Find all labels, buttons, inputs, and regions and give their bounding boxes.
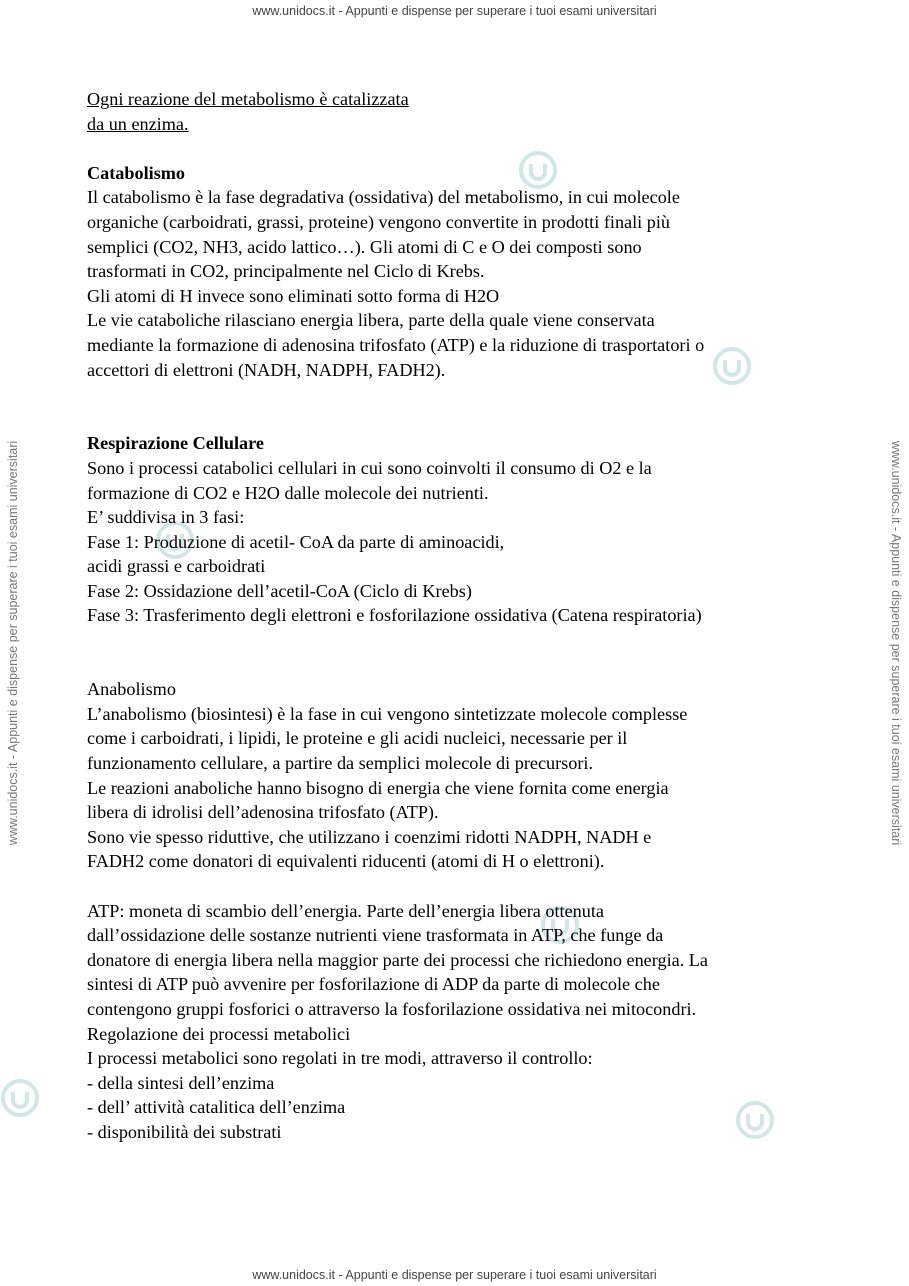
list-item: - disponibilità dei substrati: [87, 1121, 282, 1142]
paragraph-line: accettori di elettroni (NADH, NADPH, FADH2).: [87, 359, 446, 380]
paragraph-line: formazione di CO2 e H2O dalle molecole dei nutrienti.: [87, 482, 489, 503]
paragraph-line: ATP: moneta di scambio dell’energia. Parte dell’energia libera ottenuta: [87, 900, 604, 921]
paragraph-line: FADH2 come donatori di equivalenti riducenti (atomi di H o elettroni).: [87, 851, 605, 872]
paragraph-line: contengono gruppi fosforici o attraverso la fosforilazione ossidativa nei mitocondri.: [87, 998, 697, 1019]
watermark-banner-top: www.unidocs.it - Appunti e dispense per superare i tuoi esami universitari: [252, 4, 657, 18]
paragraph-line: funzionamento cellulare, a partire da semplici molecole di precursori.: [87, 753, 594, 774]
paragraph-line: E’ suddivisa in 3 fasi:: [87, 507, 245, 528]
paragraph-line: Gli atomi di H invece sono eliminati sotto forma di H2O: [87, 285, 500, 306]
subheading-regolazione: Regolazione dei processi metabolici: [87, 1023, 351, 1044]
paragraph-line: Fase 3: Trasferimento degli elettroni e fosforilazione ossidativa (Catena respiratoria): [87, 605, 702, 626]
section-heading-anabolismo: Anabolismo: [87, 679, 176, 700]
section-heading-respirazione: Respirazione Cellulare: [87, 433, 264, 454]
paragraph-line: semplici (CO2, NH3, acido lattico…). Gli atomi di C e O dei composti sono: [87, 236, 642, 257]
paragraph-line: Sono i processi catabolici cellulari in cui sono coinvolti il consumo di O2 e la: [87, 457, 652, 478]
paragraph-line: sintesi di ATP può avvenire per fosforilazione di ADP da parte di molecole che: [87, 974, 660, 995]
list-item: - della sintesi dell’enzima: [87, 1072, 275, 1093]
paragraph-line: Fase 1: Produzione di acetil- CoA da parte di aminoacidi,: [87, 531, 505, 552]
paragraph-line: donatore di energia libera nella maggior parte dei processi che richiedono energia. La: [87, 949, 708, 970]
paragraph-line: come i carboidrati, i lipidi, le proteine e gli acidi nucleici, necessarie per il: [87, 728, 628, 749]
list-item: - dell’ attività catalitica dell’enzima: [87, 1097, 346, 1118]
intro-line: Ogni reazione del metabolismo è catalizzata: [87, 89, 409, 109]
intro-line: da un enzima.: [87, 113, 189, 134]
paragraph-line: libera di idrolisi dell’adenosina trifosfato (ATP).: [87, 802, 439, 823]
paragraph-line: L’anabolismo (biosintesi) è la fase in cui vengono sintetizzate molecole complesse: [87, 703, 688, 724]
paragraph-line: organiche (carboidrati, grassi, proteine) vengono convertite in prodotti finali più: [87, 211, 671, 232]
paragraph-line: Sono vie spesso riduttive, che utilizzano i coenzimi ridotti NADPH, NADH e: [87, 826, 652, 847]
paragraph-line: dall’ossidazione delle sostanze nutrienti viene trasformata in ATP, che funge da: [87, 925, 664, 946]
watermark-side-left: www.unidocs.it - Appunti e dispense per superare i tuoi esami universitari: [6, 440, 20, 846]
paragraph-line: mediante la formazione di adenosina trifosfato (ATP) e la riduzione di trasportatori o: [87, 334, 705, 355]
paragraph-line: Fase 2: Ossidazione dell’acetil-CoA (Ciclo di Krebs): [87, 580, 472, 601]
unidocs-logo-icon: [0, 1078, 40, 1118]
paragraph-line: Le vie cataboliche rilasciano energia libera, parte della quale viene conservata: [87, 310, 655, 331]
paragraph-line: Il catabolismo è la fase degradativa (ossidativa) del metabolismo, in cui molecole: [87, 187, 680, 208]
watermark-side-right: www.unidocs.it - Appunti e dispense per superare i tuoi esami universitari: [889, 440, 903, 846]
section-heading-catabolismo: Catabolismo: [87, 162, 186, 183]
document-body: [87, 87, 827, 1145]
paragraph-line: Le reazioni anaboliche hanno bisogno di energia che viene fornita come energia: [87, 777, 669, 798]
paragraph-line: trasformati in CO2, principalmente nel Ciclo di Krebs.: [87, 261, 485, 282]
paragraph-line: I processi metabolici sono regolati in tre modi, attraverso il controllo:: [87, 1048, 593, 1069]
paragraph-line: acidi grassi e carboidrati: [87, 556, 266, 577]
watermark-banner-bottom: www.unidocs.it - Appunti e dispense per superare i tuoi esami universitari: [252, 1268, 657, 1282]
